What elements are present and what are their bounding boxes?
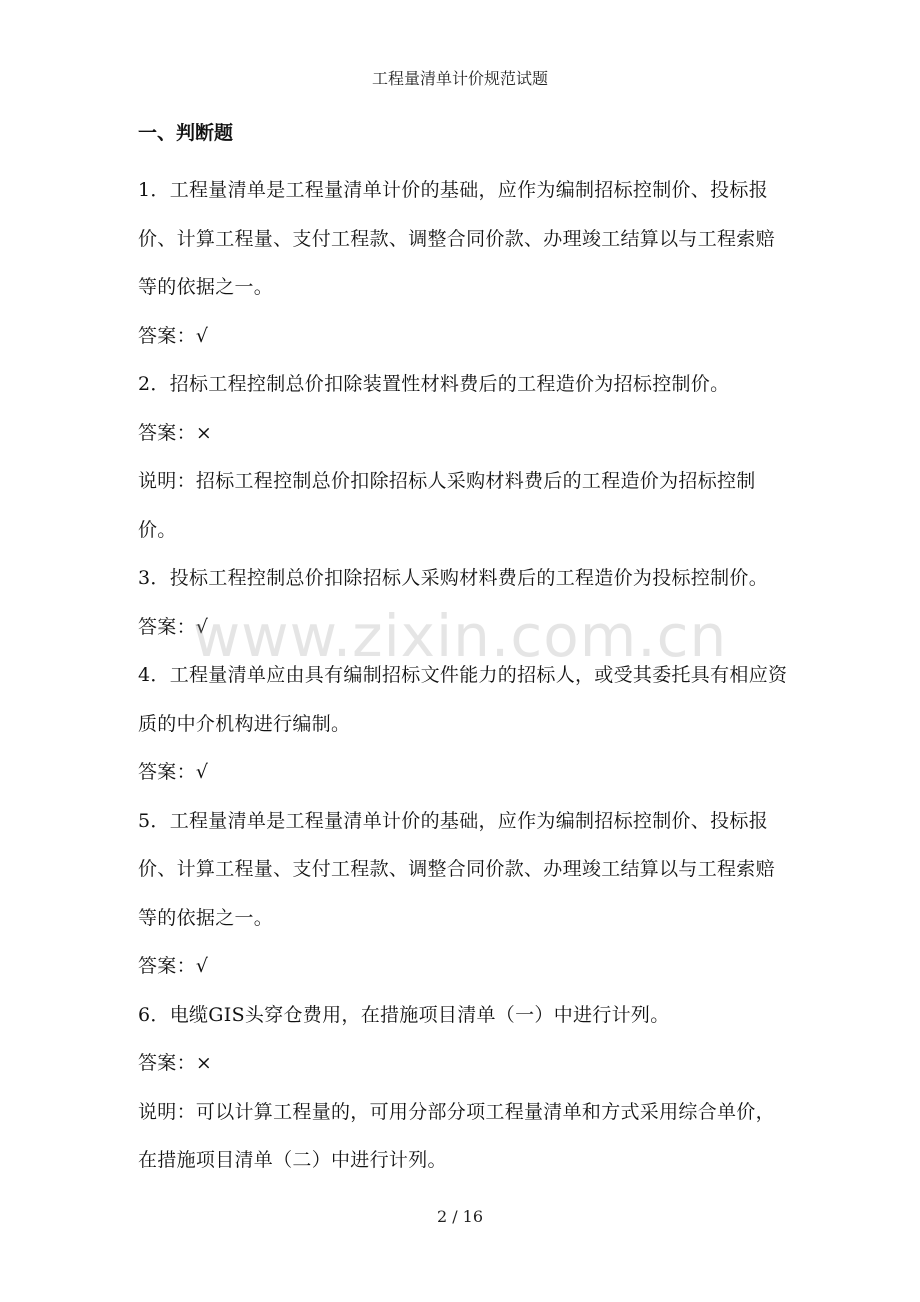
answer-2: 答案：× (138, 421, 213, 444)
answer-6: 答案：× (138, 1052, 213, 1074)
document-body (138, 118, 788, 1185)
question-5: 5．工程量清单是工程量清单计价的基础，应作为编制招标控制价、投标报价、计算工程量、支付工程款、调整合同价款、办理竣工结算以与工程索赔等的依据之一。 (138, 809, 775, 929)
answer-5: 答案：√ (138, 955, 209, 977)
explanation-6: 说明：可以计算工程量的，可用分部分项工程量清单和方式采用综合单价，在措施项目清单（二）中进行计列。 (138, 1100, 775, 1171)
question-2: 2．招标工程控制总价扣除装置性材料费后的工程造价为招标控制价。 (138, 373, 730, 395)
question-4: 4．工程量清单应由具有编制招标文件能力的招标人，或受其委托具有相应资质的中介机构进行编制。 (138, 664, 788, 735)
page-number: 2 / 16 (436, 1207, 484, 1226)
watermark: www.zixin.com.cn (192, 602, 728, 670)
question-6: 6．电缆GIS头穿仓费用，在措施项目清单（一）中进行计列。 (138, 1003, 670, 1026)
question-3: 3．投标工程控制总价扣除招标人采购材料费后的工程造价为投标控制价。 (138, 567, 768, 589)
section-title: 一、判断题 (138, 122, 234, 144)
answer-1: 答案：√ (138, 324, 209, 347)
answer-4: 答案：√ (138, 761, 209, 783)
explanation-2: 说明：招标工程控制总价扣除招标人采购材料费后的工程造价为招标控制价。 (138, 470, 756, 541)
answer-3: 答案：√ (138, 615, 209, 638)
question-1: 1．工程量清单是工程量清单计价的基础，应作为编制招标控制价、投标报价、计算工程量、支付工程款、调整合同价款、办理竣工结算以与工程索赔等的依据之一。 (138, 179, 775, 298)
page-header-title: 工程量清单计价规范试题 (371, 69, 548, 88)
